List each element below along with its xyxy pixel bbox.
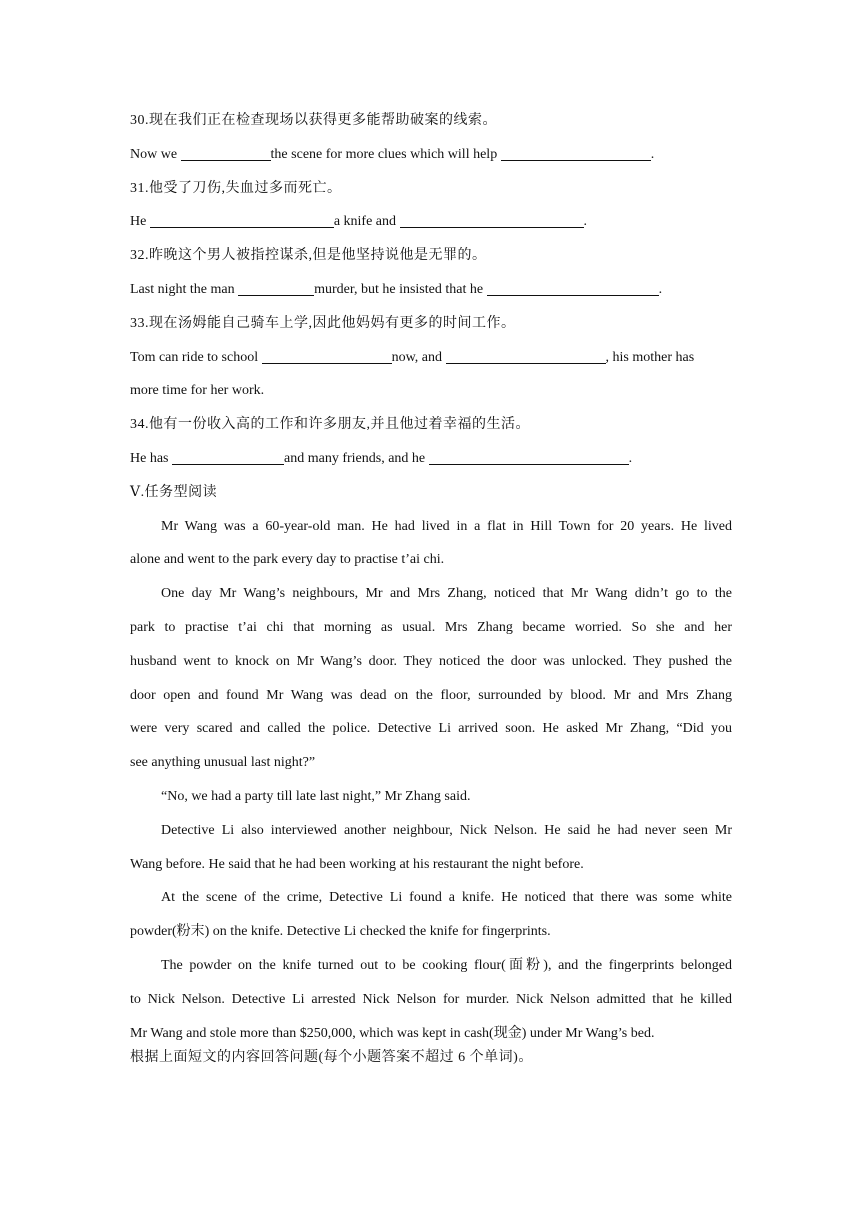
passage-line: “No, we had a party till late last night,” Mr Zhang said. bbox=[161, 788, 471, 804]
q33-blank-2[interactable] bbox=[446, 348, 606, 364]
q34-blank-1[interactable] bbox=[172, 449, 284, 465]
q33-blank-1[interactable] bbox=[262, 348, 392, 364]
passage-line: Mr Wang was a 60-year-old man. He had lived in a flat in Hill Town for 20 years. He lived bbox=[161, 518, 732, 534]
section-title: Ⅴ.任务型阅读 bbox=[130, 484, 218, 500]
q34-text-a: He has bbox=[130, 450, 172, 466]
q31-text-c: . bbox=[583, 214, 588, 230]
q33-text-a: Tom can ride to school bbox=[130, 349, 262, 365]
q34-text-b: and many friends, and he bbox=[284, 450, 429, 466]
passage-line: door open and found Mr Wang was dead on the floor, surrounded by blood. Mr and Mrs Zhang bbox=[130, 687, 732, 703]
passage-line: alone and went to the park every day to practise t’ai chi. bbox=[130, 552, 445, 568]
passage-line: powder(粉末) on the knife. Detective Li checked the knife for fingerprints. bbox=[130, 924, 551, 940]
q32-text-a: Last night the man bbox=[130, 281, 239, 297]
q34-blank-2[interactable] bbox=[429, 449, 629, 465]
q33-english bbox=[130, 345, 732, 379]
q33-text-c: , his mother has bbox=[605, 349, 695, 365]
passage-line: were very scared and called the police. Detective Li arrived soon. He asked Mr Zhang, “Did you bbox=[130, 721, 732, 737]
passage-line: One day Mr Wang’s neighbours, Mr and Mrs Zhang, noticed that Mr Wang didn’t go to the bbox=[161, 586, 732, 602]
q30-text-a: Now we bbox=[130, 146, 181, 162]
q30-text-b: the scene for more clues which will help bbox=[270, 146, 501, 162]
q32-blank-2[interactable] bbox=[487, 280, 659, 296]
q34-english bbox=[130, 446, 732, 480]
q32-text-c: . bbox=[658, 281, 663, 297]
q30-blank-2[interactable] bbox=[501, 145, 651, 161]
q32-blank-1[interactable] bbox=[238, 280, 314, 296]
passage-line: Wang before. He said that he had been working at his restaurant the night before. bbox=[130, 856, 584, 872]
passage-line: see anything unusual last night?” bbox=[130, 755, 316, 771]
passage-line: The powder on the knife turned out to be cooking flour(面粉), and the fingerprints belonged bbox=[161, 957, 732, 973]
q30-chinese: 30.现在我们正在检查现场以获得更多能帮助破案的线索。 bbox=[130, 113, 497, 128]
question-instruction: 根据上面短文的内容回答问题(每个小题答案不超过 6 个单词)。 bbox=[130, 1049, 533, 1065]
q33-chinese: 33.现在汤姆能自己骑车上学,因此他妈妈有更多的时间工作。 bbox=[130, 315, 516, 331]
q31-text-a: He bbox=[130, 214, 150, 230]
q32-text-b: murder, but he insisted that he bbox=[314, 281, 487, 297]
worksheet-page bbox=[130, 108, 732, 1078]
q31-blank-2[interactable] bbox=[400, 212, 584, 228]
q34-text-c: . bbox=[628, 450, 633, 466]
passage-line: husband went to knock on Mr Wang’s door. They noticed the door was unlocked. They pushed the bbox=[130, 653, 732, 669]
passage-line: At the scene of the crime, Detective Li found a knife. He noticed that there was some white bbox=[161, 890, 732, 906]
passage-line: park to practise t’ai chi that morning as usual. Mrs Zhang became worried. So she and her bbox=[130, 619, 732, 635]
q33-english-cont: more time for her work. bbox=[130, 383, 265, 399]
q30-english bbox=[130, 142, 732, 176]
q30-blank-1[interactable] bbox=[181, 145, 271, 161]
passage-line: to Nick Nelson. Detective Li arrested Nick Nelson for murder. Nick Nelson admitted that he killed bbox=[130, 991, 732, 1007]
q34-chinese: 34.他有一份收入高的工作和许多朋友,并且他过着幸福的生活。 bbox=[130, 417, 530, 433]
q31-blank-1[interactable] bbox=[150, 212, 334, 228]
passage-line: Mr Wang and stole more than $250,000, which was kept in cash(现金) under Mr Wang’s bed. bbox=[130, 1025, 655, 1041]
q31-chinese: 31.他受了刀伤,失血过多而死亡。 bbox=[130, 180, 342, 196]
q30-text-c: . bbox=[650, 146, 655, 162]
q31-text-b: a knife and bbox=[333, 214, 400, 230]
q32-english bbox=[130, 277, 732, 311]
q32-chinese: 32.昨晚这个男人被指控谋杀,但是他坚持说他是无罪的。 bbox=[130, 248, 487, 264]
passage-line: Detective Li also interviewed another neighbour, Nick Nelson. He said he had never seen Mr bbox=[161, 822, 732, 838]
q31-english bbox=[130, 209, 732, 243]
q33-text-b: now, and bbox=[391, 349, 446, 365]
